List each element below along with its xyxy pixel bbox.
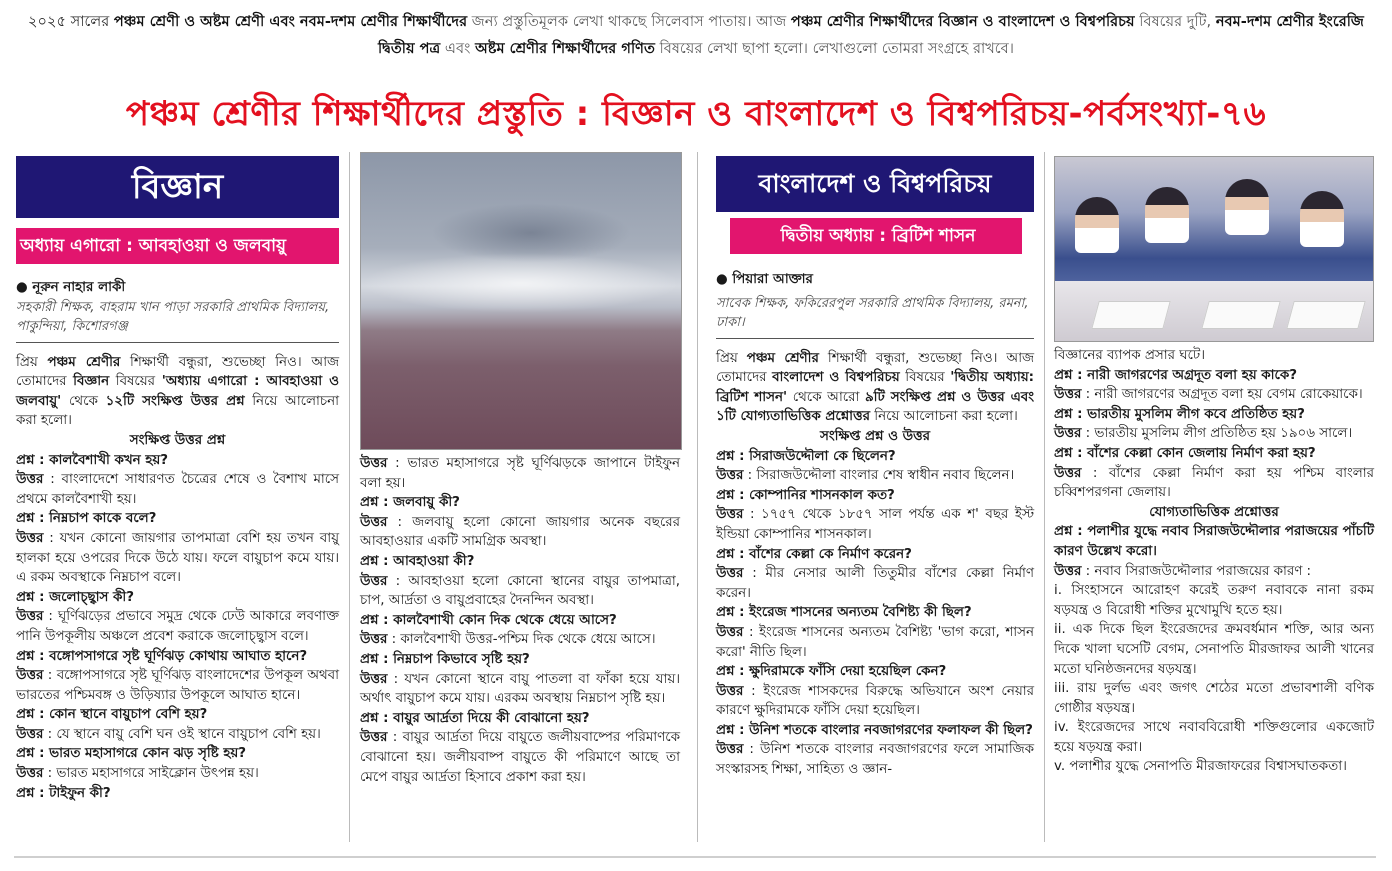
intro-text-1: ২০২৫ সালের [28,13,110,30]
science-designation: সহকারী শিক্ষক, বাহরাম খান পাড়া সরকারি প্রাথমিক বিদ্যালয়, পাকুন্দিয়া, কিশোরগঞ্জ [16,299,330,334]
answer-label: উত্তর [360,514,388,530]
list-item: iv. ইংরেজদের সাথে নবাববিরোধী শক্তিগুলোর একজোট হয়ে ষড়যন্ত্র করা। [1054,720,1374,755]
intro-count: ১২টি সংক্ষিপ্ত উত্তর প্রশ্ন [105,393,245,409]
answer-label: উত্তর [716,624,744,640]
divider [16,342,339,343]
bgp-column [716,156,1034,780]
intro-subject: বাংলাদেশ ও বিশ্বপরিচয় [772,370,900,386]
intro-chapter: 'অধ্যায় এগারো : আবহাওয়া ও জলবায়ু' [16,374,339,409]
intro-text-5: বিষয়ের দুটি, [1139,13,1212,30]
answer-label: উত্তর [360,632,388,648]
question: প্রশ্ন : ইংরেজ শাসনের অন্যতম বৈশিষ্ট্য কী ছিল? [716,605,972,621]
answer-text: : জলবায়ু হলো কোনো জায়গার অনেক বছরের আবহাওয়ার একটি সামগ্রিক অবস্থা। [360,514,680,550]
bgp-continued-lead: বিজ্ঞানের ব্যাপক প্রসার ঘটে। [1054,348,1205,363]
answer [360,572,680,611]
answer [360,454,680,493]
list-item: ii. এক দিকে ছিল ইংরেজদের ক্রমবর্ধমান শক্তি, আর অন্য দিকে খালা ঘসেটি বেগম, সেনাপতি মীরজাফর আলী খানের মতো ঘনিষ্ঠজনদের ষড়যন্ত্র। [1054,622,1374,677]
answer [1054,424,1374,444]
question: প্রশ্ন : ক্ষুদিরামকে ফাঁসি দেয়া হয়েছিল কেন? [716,664,947,680]
answer-text: : বাংলাদেশে সাধারণত চৈত্রের শেষে ও বৈশাখ মাসে প্রথমে কালবৈশাখী হয়। [16,472,339,507]
answer [716,740,1034,779]
intro-chapter: 'দ্বিতীয় অধ্যায়: ব্রিটিশ শাসন' [716,370,1034,405]
answer [360,513,680,552]
intro-text-6: নবম-দশম শ্রেণীর ইংরেজি দ্বিতীয় পত্র [378,13,1364,57]
intro-word: প্রিয় [716,350,738,366]
science-qa-list [16,451,339,784]
intro-class: পঞ্চম শ্রেণীর [47,354,121,370]
science-qa-list-continued [360,454,680,787]
answer-label: উত্তর [1054,387,1082,403]
answer-text: : ভারতীয় মুসলিম লীগ প্রতিষ্ঠিত হয় ১৯০৬ সালে। [1081,426,1353,442]
question: প্রশ্ন : ভারতীয় মুসলিম লীগ কবে প্রতিষ্ঠিত হয়? [1054,406,1305,422]
answer-text: : ১৭৫৭ থেকে ১৮৫৭ সাল পর্যন্ত এক শ' বছর ইস্ট ইন্ডিয়া কোম্পানির শাসনকাল। [716,507,1034,542]
bottom-rule [14,856,1376,858]
question: প্রশ্ন : আবহাওয়া কী? [360,553,475,569]
answer-text: : ভারত মহাসাগরে সাইক্লোন উৎপন্ন হয়। [43,766,259,782]
intro-text-8: অষ্টম শ্রেণীর শিক্ষার্থীদের গণিত [475,40,655,57]
question: প্রশ্ন : কালবৈশাখী কখন হয়? [16,452,169,468]
answer [716,505,1034,544]
answer [16,607,339,646]
question: প্রশ্ন : উনিশ শতকে বাংলার নবজাগরণের ফলাফল কী ছিল? [716,722,1033,738]
question: প্রশ্ন : সিরাজউদ্দৌলা কে ছিলেন? [716,448,896,464]
question: প্রশ্ন : বায়ুর আর্দ্রতা দিয়ে কী বোঝানো হয়? [360,710,590,726]
intro-greeting: শিক্ষার্থী বন্ধুরা, শুভেচ্ছা নিও। আজ তোমাদের [16,354,339,390]
question: প্রশ্ন : টাইফুন কী? [16,785,111,801]
answer-label: উত্তর [360,456,388,471]
answer [16,725,339,745]
science-intro [16,353,339,431]
question: প্রশ্ন : নারী জাগরণের অগ্রদূত বলা হয় কাকে? [1054,367,1298,383]
bgp-intro [716,349,1034,427]
intro-class: পঞ্চম শ্রেণীর [746,350,819,366]
answer-text: : বাঁশের কেল্লা নির্মাণ করা হয় পশ্চিম বাংলার চব্বিশপরগনা জেলায়। [1054,465,1374,501]
answer-text: : যখন কোনো জায়গার তাপমাত্রা বেশি হয় তখন বায়ু হালকা হয়ে ওপরের দিকে উঠে যায়। ফলে বায়ুচাপ কমে যায়। এ রকম অবস্থাকে নিম্নচাপ বলে। [16,530,339,586]
answer-label: উত্তর [16,609,44,625]
answer-label: উত্তর [1054,563,1082,579]
intro-text-2: পঞ্চম শ্রেণী ও অষ্টম শ্রেণী এবং নবম-দশম শ্রেণীর শিক্ষার্থীদের [113,13,468,30]
answer [360,670,680,709]
answer-text: : যখন কোনো স্থানে বায়ু পাতলা বা ফাঁকা হয়ে যায়। অর্থাৎ বায়ুচাপ কমে যায়। এরকম অবস্থায় নিম্নচাপ সৃষ্টি হয়। [360,671,680,707]
answer [16,666,339,705]
science-chapter-bar: অধ্যায় এগারো : আবহাওয়া ও জলবায়ু [16,228,339,264]
bgp-designation: সাবেক শিক্ষক, ফকিরেরপুল সরকারি প্রাথমিক বিদ্যালয়, রমনা, ঢাকা। [716,295,1029,330]
competency-question: প্রশ্ন : পলাশীর যুদ্ধে নবাব সিরাজউদ্দৌলার পরাজয়ের পাঁচটি কারণ উল্লেখ করো। [1054,524,1374,559]
answer-text: : বঙ্গোপসাগরে সৃষ্ট ঘূর্ণিঝড় বাংলাদেশের উপকূল অথবা ভারতের পশ্চিমবঙ্গ ও উড়িষ্যার উপকূলে আঘাত হানে। [16,668,339,703]
column-divider [1044,152,1045,842]
question: প্রশ্ন : কোম্পানির শাসনকাল কত? [716,487,895,503]
answer-text: : কালবৈশাখী উত্তর-পশ্চিম দিক থেকে ধেয়ে আসে। [387,632,656,648]
science-banner: বিজ্ঞান [16,156,339,218]
intro-word: বিষয়ের [905,370,945,386]
question: প্রশ্ন : বাঁশের কেল্লা কে নির্মাণ করেন? [716,546,912,562]
answer [716,623,1034,662]
science-column [16,156,339,803]
answer [16,764,339,784]
answer-label: উত্তর [16,530,44,546]
answer-text: : সিরাজউদ্দৌলা বাংলার শেষ স্বাধীন নবাব ছিলেন। [743,468,1015,484]
intro-text-7: এবং [444,40,471,57]
question: প্রশ্ন : নিম্নচাপ কিভাবে সৃষ্টি হয়? [360,651,530,667]
intro-text-3: জন্য প্রস্তুতিমূলক লেখা থাকছে সিলেবাস পাতায়। আজ [471,13,787,30]
answer-label: উত্তর [1054,426,1082,442]
answer-label: উত্তর [16,726,44,742]
bgp-qa-list [716,447,1034,780]
intro-text-4: পঞ্চম শ্রেণীর শিক্ষার্থীদের বিজ্ঞান ও বাংলাদেশ ও বিশ্বপরিচয় [790,13,1135,30]
intro-word: থেকে [69,393,98,409]
answer-text: : বায়ুর আর্দ্রতা দিয়ে বায়ুতে জলীয়বাষ্পের পরিমাণকে বোঝানো হয়। জলীয়বাষ্প বায়ুতে কী পরিমাণে আছে তা মেপে বায়ুর আর্দ্রতা হিসাবে প্রকাশ করা হয়। [360,730,680,785]
question: প্রশ্ন : জলবায়ু কী? [360,495,460,511]
competency-subheading: যোগ্যতাভিত্তিক প্রশ্নোত্তর [1149,504,1279,520]
answer-label: উত্তর [716,683,744,699]
answer [360,630,680,650]
bgp-author: ● পিয়ারা আক্তার [716,272,813,287]
answer [16,529,339,588]
list-item: iii. রায় দুর্লভ এবং জগৎ শেঠের মতো প্রভাবশালী বণিক গোষ্ঠীর ষড়যন্ত্র। [1054,681,1374,716]
answer [716,466,1034,486]
answer-text: : আবহাওয়া হলো কোনো স্থানের বায়ুর তাপমাত্রা, চাপ, আর্দ্রতা ও বায়ুপ্রবাহের দৈনন্দিন অবস্থা। [360,573,680,609]
answer [716,682,1034,721]
question: প্রশ্ন : কোন স্থানে বায়ুচাপ বেশি হয়? [16,707,208,723]
intro-word: বিষয়ের [115,374,156,390]
answer [716,564,1034,603]
list-item: v. পলাশীর যুদ্ধে সেনাপতি মীরজাফরের বিশ্বাসঘাতকতা। [1054,759,1347,775]
question: প্রশ্ন : ভারত মহাসাগরে কোন ঝড় সৃষ্টি হয়? [16,746,247,762]
bgp-continued-column [1054,156,1374,777]
answer-label: উত্তর [1054,465,1082,481]
divider [716,338,1034,339]
students-photo [1054,156,1374,342]
answer [16,470,339,509]
question: প্রশ্ন : নিম্নচাপ কাকে বলে? [16,511,157,527]
bgp-qa-list-continued [1054,366,1374,503]
intro-word: প্রিয় [16,354,38,370]
answer-text: : ঘূর্ণিঝড়ের প্রভাবে সমুদ্র থেকে ঢেউ আকারে লবণাক্ত পানি উপকূলীয় অঞ্চলে প্রবেশ করাকে জলোচ্ছ্বাস বলে। [16,609,339,644]
competency-answer [1054,562,1374,582]
intro-greeting: শিক্ষার্থী বন্ধুরা, শুভেচ্ছা নিও। আজ তোমাদের [716,350,1034,386]
question: প্রশ্ন : কালবৈশাখী কোন দিক থেকে ধেয়ে আসে? [360,612,617,628]
answer [1054,464,1374,503]
question: প্রশ্ন : জলোচ্ছ্বাস কী? [16,589,135,605]
answer-text: : ইংরেজ শাসনের অন্যতম বৈশিষ্ট্য 'ভাগ করো, শাসন করো' নীতি ছিল। [716,624,1034,660]
bgp-subheading: সংক্ষিপ্ত প্রশ্ন ও উত্তর [820,428,930,444]
intro-word: থেকে আরো [792,389,860,405]
bgp-banner: বাংলাদেশ ও বিশ্বপরিচয় [716,156,1034,212]
answer-text: : মীর নেসার আলী তিতুমীর বাঁশের কেল্লা নির্মাণ করেন। [716,566,1034,601]
answer-text: : যে স্থানে বায়ু বেশি ঘন ওই স্থানে বায়ুচাপ বেশি হয়। [43,726,321,742]
storm-photo [360,152,682,450]
answer-text: : উনিশ শতকে বাংলার নবজাগরণের ফলে সামাজিক সংস্কারসহ শিক্ষা, সাহিত্য ও জ্ঞান- [716,742,1034,778]
answer-text: : ভারত মহাসাগরে সৃষ্ট ঘূর্ণিঝড়কে জাপানে টাইফুন বলা হয়। [360,456,680,491]
intro-word: নিয়ে আলোচনা করা হলো। [874,409,1018,425]
intro-paragraph [16,8,1376,62]
page-headline: পঞ্চম শ্রেণীর শিক্ষার্থীদের প্রস্তুতি : বিজ্ঞান ও বাংলাদেশ ও বিশ্বপরিচয়-পর্বসংখ্যা-৭৬ [125,94,1267,134]
science-subheading: সংক্ষিপ্ত উত্তর প্রশ্ন [129,432,226,448]
intro-text-9: বিষয়ের লেখা ছাপা হলো। লেখাগুলো তোমরা সংগ্রহে রাখবে। [659,40,1014,57]
intro-count: ৯টি সংক্ষিপ্ত প্রশ্ন ও উত্তর এবং ১টি যোগ্যতাভিত্তিক প্রশ্নোত্তর [716,389,1034,425]
answer-label: উত্তর [716,742,744,758]
answer-label: উত্তর [16,766,44,782]
answer-label: উত্তর [16,668,44,684]
answer [1054,385,1374,405]
column-divider [697,152,698,842]
intro-word: নিয়ে আলোচনা করা হলো। [16,393,339,429]
science-continued-column [360,152,680,787]
question: প্রশ্ন : বঙ্গোপসাগরে সৃষ্ট ঘূর্ণিঝড় কোথায় আঘাত হানে? [16,648,308,664]
science-author: ● নূরুন নাহার লাকী [16,280,126,295]
intro-subject: বিজ্ঞান [73,374,110,390]
bgp-chapter-bar: দ্বিতীয় অধ্যায় : ব্রিটিশ শাসন [730,218,1022,254]
answer-label: উত্তর [716,566,744,582]
answer-text: : নারী জাগরণের অগ্রদূত বলা হয় বেগম রোকেয়াকে। [1081,387,1363,403]
answer-text: : নবাব সিরাজউদ্দৌলার পরাজয়ের কারণ : [1081,563,1312,579]
competency-points [1054,581,1374,777]
question: প্রশ্ন : বাঁশের কেল্লা কোন জেলায় নির্মাণ করা হয়? [1054,445,1316,461]
answer-label: উত্তর [360,730,388,746]
answer-label: উত্তর [716,468,744,484]
answer-label: উত্তর [360,573,388,589]
answer-text: : ইংরেজ শাসকদের বিরুদ্ধে অভিযানে অংশ নেয়ার কারণে ক্ষুদিরামকে ফাঁসি দেয়া হয়েছিল। [716,683,1034,719]
answer-label: উত্তর [360,671,388,687]
list-item: i. সিংহাসনে আরোহণ করেই তরুণ নবাবকে নানা রকম ষড়যন্ত্র ও বিরোধী শক্তির মুখোমুখি হতে হয়। [1054,583,1374,618]
answer-label: উত্তর [716,507,744,523]
column-divider [349,152,350,842]
answer [360,728,680,787]
answer-label: উত্তর [16,472,44,488]
